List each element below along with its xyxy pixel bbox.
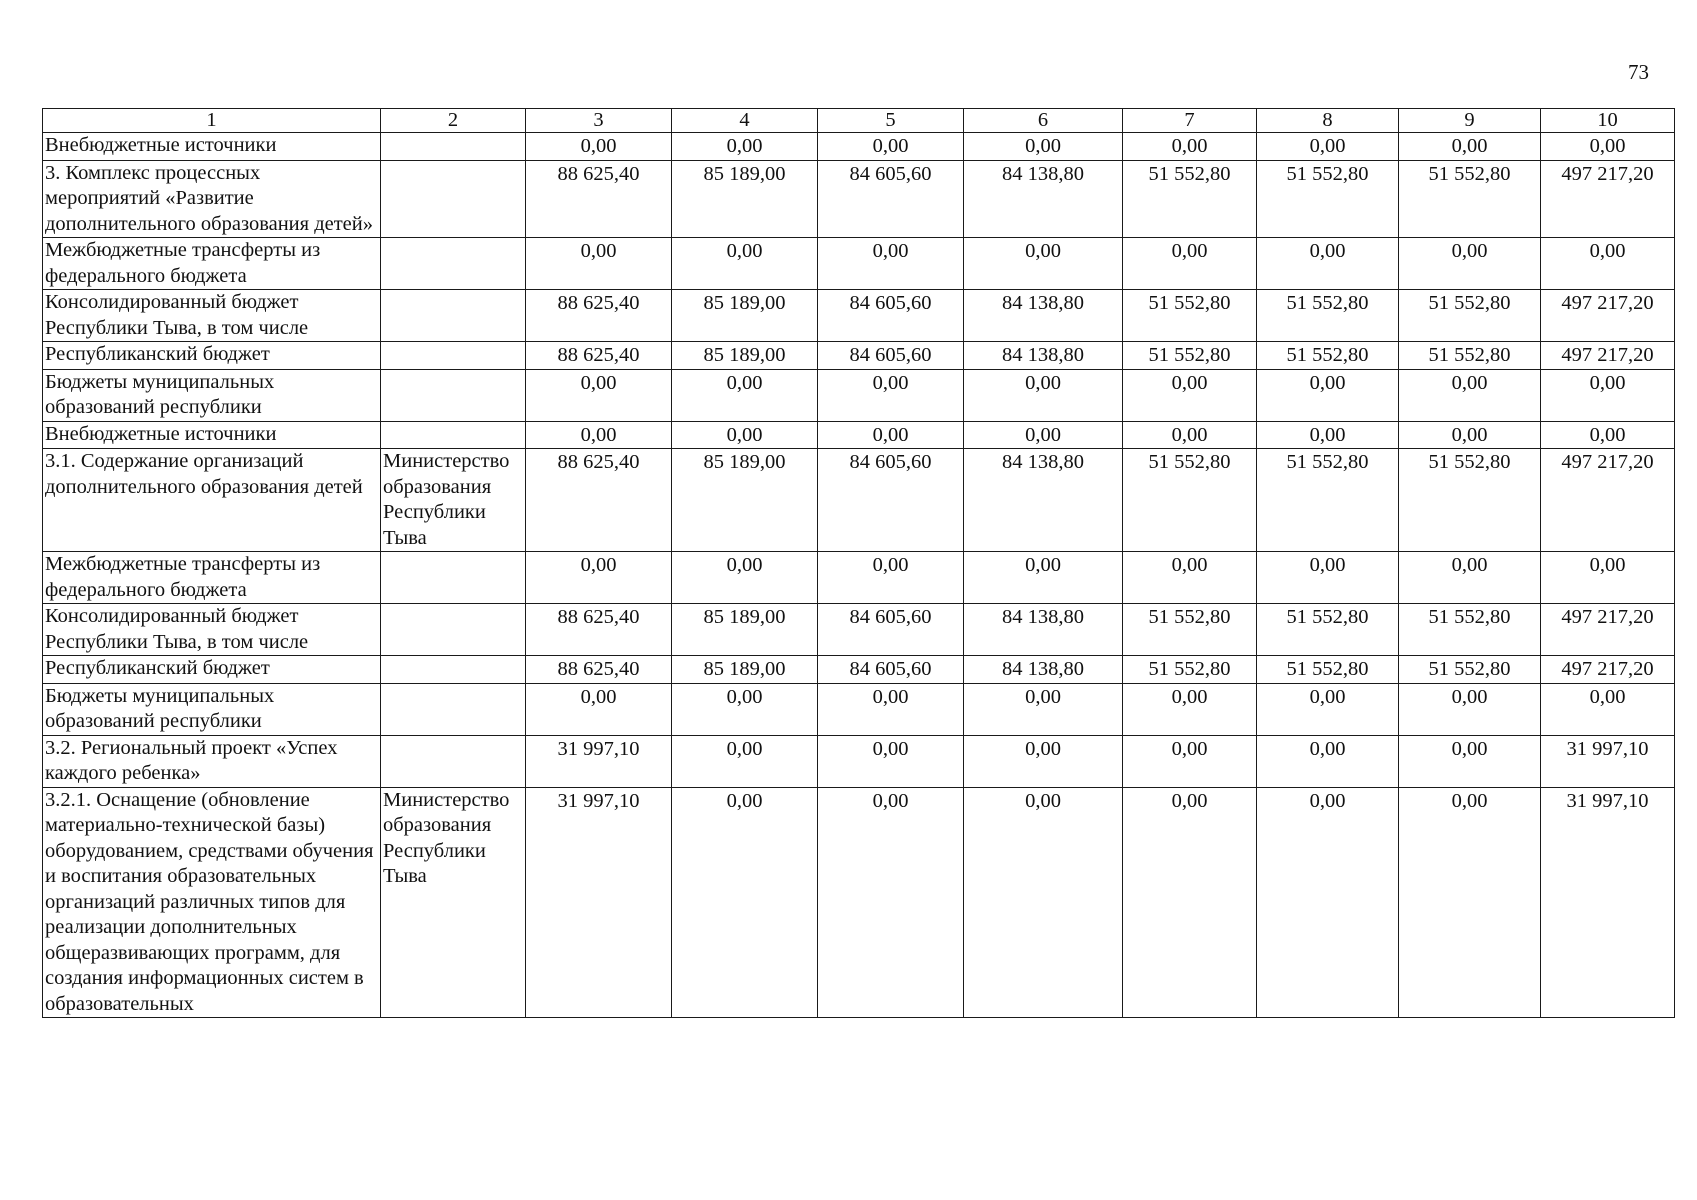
total-value: 497 217,20 <box>1541 656 1675 684</box>
year-value: 0,00 <box>1257 133 1399 161</box>
year-value: 0,00 <box>1257 552 1399 604</box>
table-row <box>43 735 1675 787</box>
year-value: 51 552,80 <box>1399 290 1541 342</box>
total-value: 0,00 <box>1541 369 1675 421</box>
column-number-header: 8 <box>1257 109 1399 133</box>
year-value: 0,00 <box>964 421 1123 449</box>
table-row <box>43 238 1675 290</box>
column-number-header: 5 <box>818 109 964 133</box>
year-value: 51 552,80 <box>1257 604 1399 656</box>
table-row <box>43 552 1675 604</box>
table-row <box>43 160 1675 238</box>
year-value: 0,00 <box>1257 787 1399 1018</box>
table-row <box>43 656 1675 684</box>
year-value: 0,00 <box>1123 787 1257 1018</box>
responsible-executor <box>381 369 526 421</box>
year-value: 51 552,80 <box>1123 342 1257 370</box>
total-value: 0,00 <box>1541 683 1675 735</box>
year-value: 0,00 <box>1123 552 1257 604</box>
responsible-executor <box>381 683 526 735</box>
responsible-executor <box>381 552 526 604</box>
total-value: 0,00 <box>1541 238 1675 290</box>
year-value: 0,00 <box>1123 369 1257 421</box>
responsible-executor <box>381 656 526 684</box>
year-value: 84 605,60 <box>818 342 964 370</box>
year-value: 0,00 <box>818 238 964 290</box>
row-label: Межбюджетные трансферты из федерального бюджета <box>43 238 381 290</box>
year-value: 0,00 <box>1257 369 1399 421</box>
total-value: 497 217,20 <box>1541 290 1675 342</box>
year-value: 0,00 <box>1257 238 1399 290</box>
responsible-executor <box>381 735 526 787</box>
year-value: 51 552,80 <box>1123 290 1257 342</box>
row-label: Бюджеты муниципальных образований республики <box>43 369 381 421</box>
budget-table <box>42 108 1675 1018</box>
year-value: 0,00 <box>1399 421 1541 449</box>
year-value: 0,00 <box>672 238 818 290</box>
responsible-executor: Министерство образования Республики Тыва <box>381 787 526 1018</box>
year-value: 51 552,80 <box>1399 604 1541 656</box>
total-value: 0,00 <box>1541 421 1675 449</box>
year-value: 0,00 <box>964 735 1123 787</box>
table-header-row <box>43 109 1675 133</box>
row-label: 3.2.1. Оснащение (обновление материально-технической базы) оборудованием, средствами обучения и воспитания образовательных организаций различных типов для реализации дополнительных общеразвивающих программ, для создания информационных систем в образовательных <box>43 787 381 1018</box>
year-value: 0,00 <box>1399 787 1541 1018</box>
year-value: 0,00 <box>1123 421 1257 449</box>
year-value: 0,00 <box>526 369 672 421</box>
year-value: 0,00 <box>526 552 672 604</box>
row-label: Бюджеты муниципальных образований республики <box>43 683 381 735</box>
responsible-executor <box>381 421 526 449</box>
table-row <box>43 421 1675 449</box>
year-value: 0,00 <box>818 787 964 1018</box>
year-value: 0,00 <box>964 369 1123 421</box>
table-row <box>43 604 1675 656</box>
year-value: 0,00 <box>964 133 1123 161</box>
total-value: 497 217,20 <box>1541 604 1675 656</box>
year-value: 0,00 <box>818 552 964 604</box>
page-number: 73 <box>1628 60 1649 84</box>
year-value: 0,00 <box>818 369 964 421</box>
year-value: 31 997,10 <box>526 787 672 1018</box>
year-value: 0,00 <box>1123 683 1257 735</box>
year-value: 85 189,00 <box>672 656 818 684</box>
year-value: 51 552,80 <box>1123 656 1257 684</box>
year-value: 0,00 <box>526 238 672 290</box>
year-value: 51 552,80 <box>1257 290 1399 342</box>
total-value: 31 997,10 <box>1541 787 1675 1018</box>
year-value: 84 138,80 <box>964 290 1123 342</box>
year-value: 0,00 <box>672 787 818 1018</box>
responsible-executor <box>381 342 526 370</box>
column-number-header: 4 <box>672 109 818 133</box>
year-value: 0,00 <box>1399 683 1541 735</box>
year-value: 0,00 <box>1257 683 1399 735</box>
year-value: 0,00 <box>1257 735 1399 787</box>
year-value: 0,00 <box>672 683 818 735</box>
table-row <box>43 449 1675 552</box>
year-value: 51 552,80 <box>1257 449 1399 552</box>
table-row <box>43 290 1675 342</box>
row-label: Внебюджетные источники <box>43 421 381 449</box>
year-value: 84 605,60 <box>818 656 964 684</box>
row-label: Межбюджетные трансферты из федерального бюджета <box>43 552 381 604</box>
year-value: 51 552,80 <box>1399 449 1541 552</box>
year-value: 88 625,40 <box>526 604 672 656</box>
year-value: 0,00 <box>526 133 672 161</box>
year-value: 0,00 <box>818 683 964 735</box>
year-value: 51 552,80 <box>1399 342 1541 370</box>
year-value: 84 605,60 <box>818 160 964 238</box>
year-value: 85 189,00 <box>672 449 818 552</box>
year-value: 51 552,80 <box>1257 160 1399 238</box>
row-label: 3.2. Региональный проект «Успех каждого ребенка» <box>43 735 381 787</box>
table-row <box>43 683 1675 735</box>
total-value: 31 997,10 <box>1541 735 1675 787</box>
responsible-executor: Министерство образования Республики Тыва <box>381 449 526 552</box>
column-number-header: 7 <box>1123 109 1257 133</box>
row-label: Консолидированный бюджет Республики Тыва, в том числе <box>43 290 381 342</box>
column-number-header: 2 <box>381 109 526 133</box>
year-value: 85 189,00 <box>672 604 818 656</box>
year-value: 0,00 <box>672 133 818 161</box>
year-value: 84 138,80 <box>964 449 1123 552</box>
row-label: Консолидированный бюджет Республики Тыва, в том числе <box>43 604 381 656</box>
year-value: 51 552,80 <box>1399 656 1541 684</box>
year-value: 84 138,80 <box>964 656 1123 684</box>
responsible-executor <box>381 133 526 161</box>
year-value: 0,00 <box>1123 133 1257 161</box>
year-value: 51 552,80 <box>1257 656 1399 684</box>
year-value: 0,00 <box>1257 421 1399 449</box>
year-value: 0,00 <box>526 683 672 735</box>
responsible-executor <box>381 238 526 290</box>
year-value: 84 605,60 <box>818 449 964 552</box>
year-value: 84 138,80 <box>964 160 1123 238</box>
year-value: 84 605,60 <box>818 290 964 342</box>
table-row <box>43 342 1675 370</box>
year-value: 0,00 <box>526 421 672 449</box>
table-row <box>43 369 1675 421</box>
year-value: 51 552,80 <box>1257 342 1399 370</box>
year-value: 0,00 <box>672 552 818 604</box>
year-value: 0,00 <box>1399 369 1541 421</box>
year-value: 51 552,80 <box>1399 160 1541 238</box>
year-value: 51 552,80 <box>1123 449 1257 552</box>
year-value: 0,00 <box>1399 238 1541 290</box>
column-number-header: 9 <box>1399 109 1541 133</box>
column-number-header: 3 <box>526 109 672 133</box>
year-value: 88 625,40 <box>526 656 672 684</box>
year-value: 0,00 <box>818 421 964 449</box>
year-value: 85 189,00 <box>672 160 818 238</box>
year-value: 0,00 <box>672 735 818 787</box>
row-label: 3.1. Содержание организаций дополнительного образования детей <box>43 449 381 552</box>
table-row <box>43 133 1675 161</box>
row-label: Республиканский бюджет <box>43 342 381 370</box>
column-number-header: 10 <box>1541 109 1675 133</box>
year-value: 0,00 <box>818 735 964 787</box>
year-value: 85 189,00 <box>672 290 818 342</box>
year-value: 85 189,00 <box>672 342 818 370</box>
year-value: 0,00 <box>672 369 818 421</box>
responsible-executor <box>381 604 526 656</box>
year-value: 0,00 <box>964 238 1123 290</box>
responsible-executor <box>381 160 526 238</box>
total-value: 0,00 <box>1541 552 1675 604</box>
year-value: 0,00 <box>1123 735 1257 787</box>
total-value: 497 217,20 <box>1541 342 1675 370</box>
year-value: 0,00 <box>1399 133 1541 161</box>
row-label: Внебюджетные источники <box>43 133 381 161</box>
year-value: 0,00 <box>818 133 964 161</box>
responsible-executor <box>381 290 526 342</box>
total-value: 0,00 <box>1541 133 1675 161</box>
year-value: 51 552,80 <box>1123 604 1257 656</box>
year-value: 0,00 <box>964 683 1123 735</box>
column-number-header: 6 <box>964 109 1123 133</box>
year-value: 88 625,40 <box>526 160 672 238</box>
row-label: 3. Комплекс процессных мероприятий «Развитие дополнительного образования детей» <box>43 160 381 238</box>
year-value: 0,00 <box>672 421 818 449</box>
total-value: 497 217,20 <box>1541 449 1675 552</box>
year-value: 51 552,80 <box>1123 160 1257 238</box>
table-row <box>43 787 1675 1018</box>
year-value: 0,00 <box>964 552 1123 604</box>
year-value: 0,00 <box>1123 238 1257 290</box>
total-value: 497 217,20 <box>1541 160 1675 238</box>
year-value: 31 997,10 <box>526 735 672 787</box>
year-value: 88 625,40 <box>526 342 672 370</box>
year-value: 0,00 <box>1399 552 1541 604</box>
year-value: 0,00 <box>964 787 1123 1018</box>
year-value: 88 625,40 <box>526 290 672 342</box>
year-value: 84 138,80 <box>964 604 1123 656</box>
column-number-header: 1 <box>43 109 381 133</box>
year-value: 84 605,60 <box>818 604 964 656</box>
year-value: 88 625,40 <box>526 449 672 552</box>
year-value: 84 138,80 <box>964 342 1123 370</box>
row-label: Республиканский бюджет <box>43 656 381 684</box>
year-value: 0,00 <box>1399 735 1541 787</box>
